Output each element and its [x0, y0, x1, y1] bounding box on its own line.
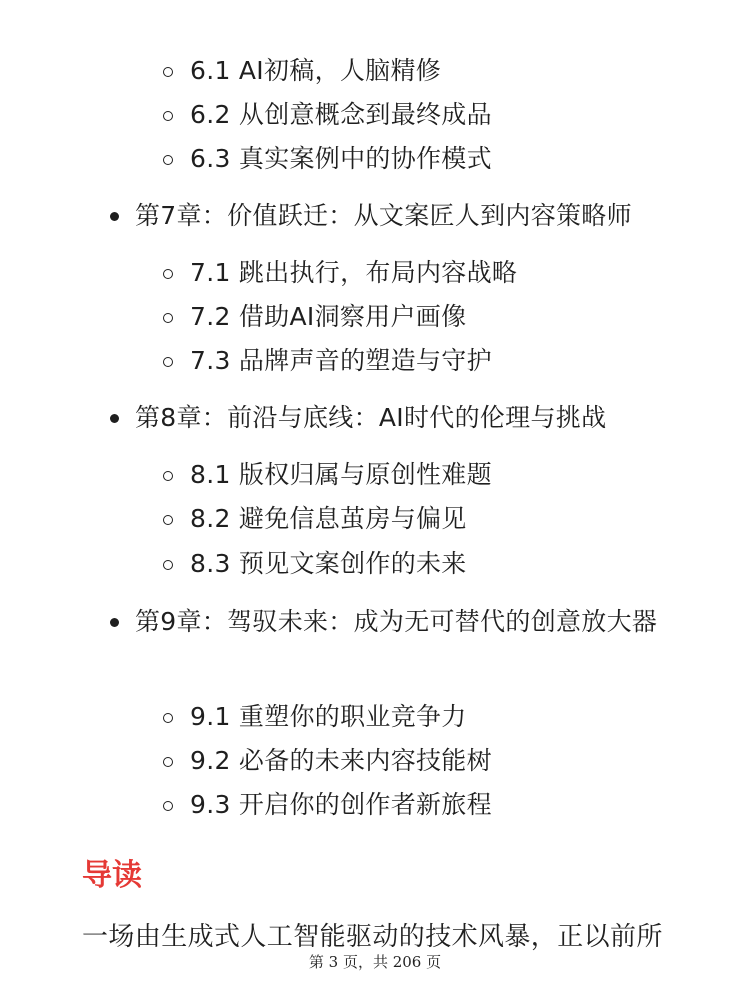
toc-sub-6-1[interactable]: 6.1 AI初稿，人脑精修: [190, 56, 442, 85]
toc-sub-8-2[interactable]: 8.2 避免信息茧房与偏见: [190, 504, 467, 533]
hollow-bullet-icon: [163, 515, 173, 525]
body-paragraph: 一场由生成式人工智能驱动的技术风暴，正以前所: [82, 922, 663, 952]
hollow-bullet-icon: [163, 269, 173, 279]
hollow-bullet-icon: [163, 713, 173, 723]
toc-sub-9-2[interactable]: 9.2 必备的未来内容技能树: [190, 746, 492, 775]
page-number-footer: 第 3 页，共 206 页: [0, 952, 750, 972]
filled-bullet-icon: [110, 212, 119, 221]
hollow-bullet-icon: [163, 357, 173, 367]
hollow-bullet-icon: [163, 67, 173, 77]
toc-chapter-9[interactable]: 第9章：驾驭未来：成为无可替代的创意放大器: [135, 607, 658, 636]
toc-sub-9-1[interactable]: 9.1 重塑你的职业竞争力: [190, 702, 467, 731]
toc-sub-6-3[interactable]: 6.3 真实案例中的协作模式: [190, 144, 492, 173]
hollow-bullet-icon: [163, 801, 173, 811]
toc-sub-7-2[interactable]: 7.2 借助AI洞察用户画像: [190, 302, 467, 331]
hollow-bullet-icon: [163, 757, 173, 767]
hollow-bullet-icon: [163, 313, 173, 323]
filled-bullet-icon: [110, 618, 119, 627]
toc-chapter-8[interactable]: 第8章：前沿与底线：AI时代的伦理与挑战: [135, 403, 607, 432]
section-heading: 导读: [82, 858, 142, 893]
hollow-bullet-icon: [163, 471, 173, 481]
hollow-bullet-icon: [163, 560, 173, 570]
hollow-bullet-icon: [163, 155, 173, 165]
toc-sub-8-1[interactable]: 8.1 版权归属与原创性难题: [190, 460, 492, 489]
toc-sub-9-3[interactable]: 9.3 开启你的创作者新旅程: [190, 790, 492, 819]
filled-bullet-icon: [110, 414, 119, 423]
toc-sub-7-3[interactable]: 7.3 品牌声音的塑造与守护: [190, 346, 492, 375]
toc-sub-6-2[interactable]: 6.2 从创意概念到最终成品: [190, 100, 492, 129]
toc-sub-8-3[interactable]: 8.3 预见文案创作的未来: [190, 549, 467, 578]
toc-sub-7-1[interactable]: 7.1 跳出执行，布局内容战略: [190, 258, 518, 287]
toc-chapter-7[interactable]: 第7章：价值跃迁：从文案匠人到内容策略师: [135, 201, 632, 230]
hollow-bullet-icon: [163, 111, 173, 121]
